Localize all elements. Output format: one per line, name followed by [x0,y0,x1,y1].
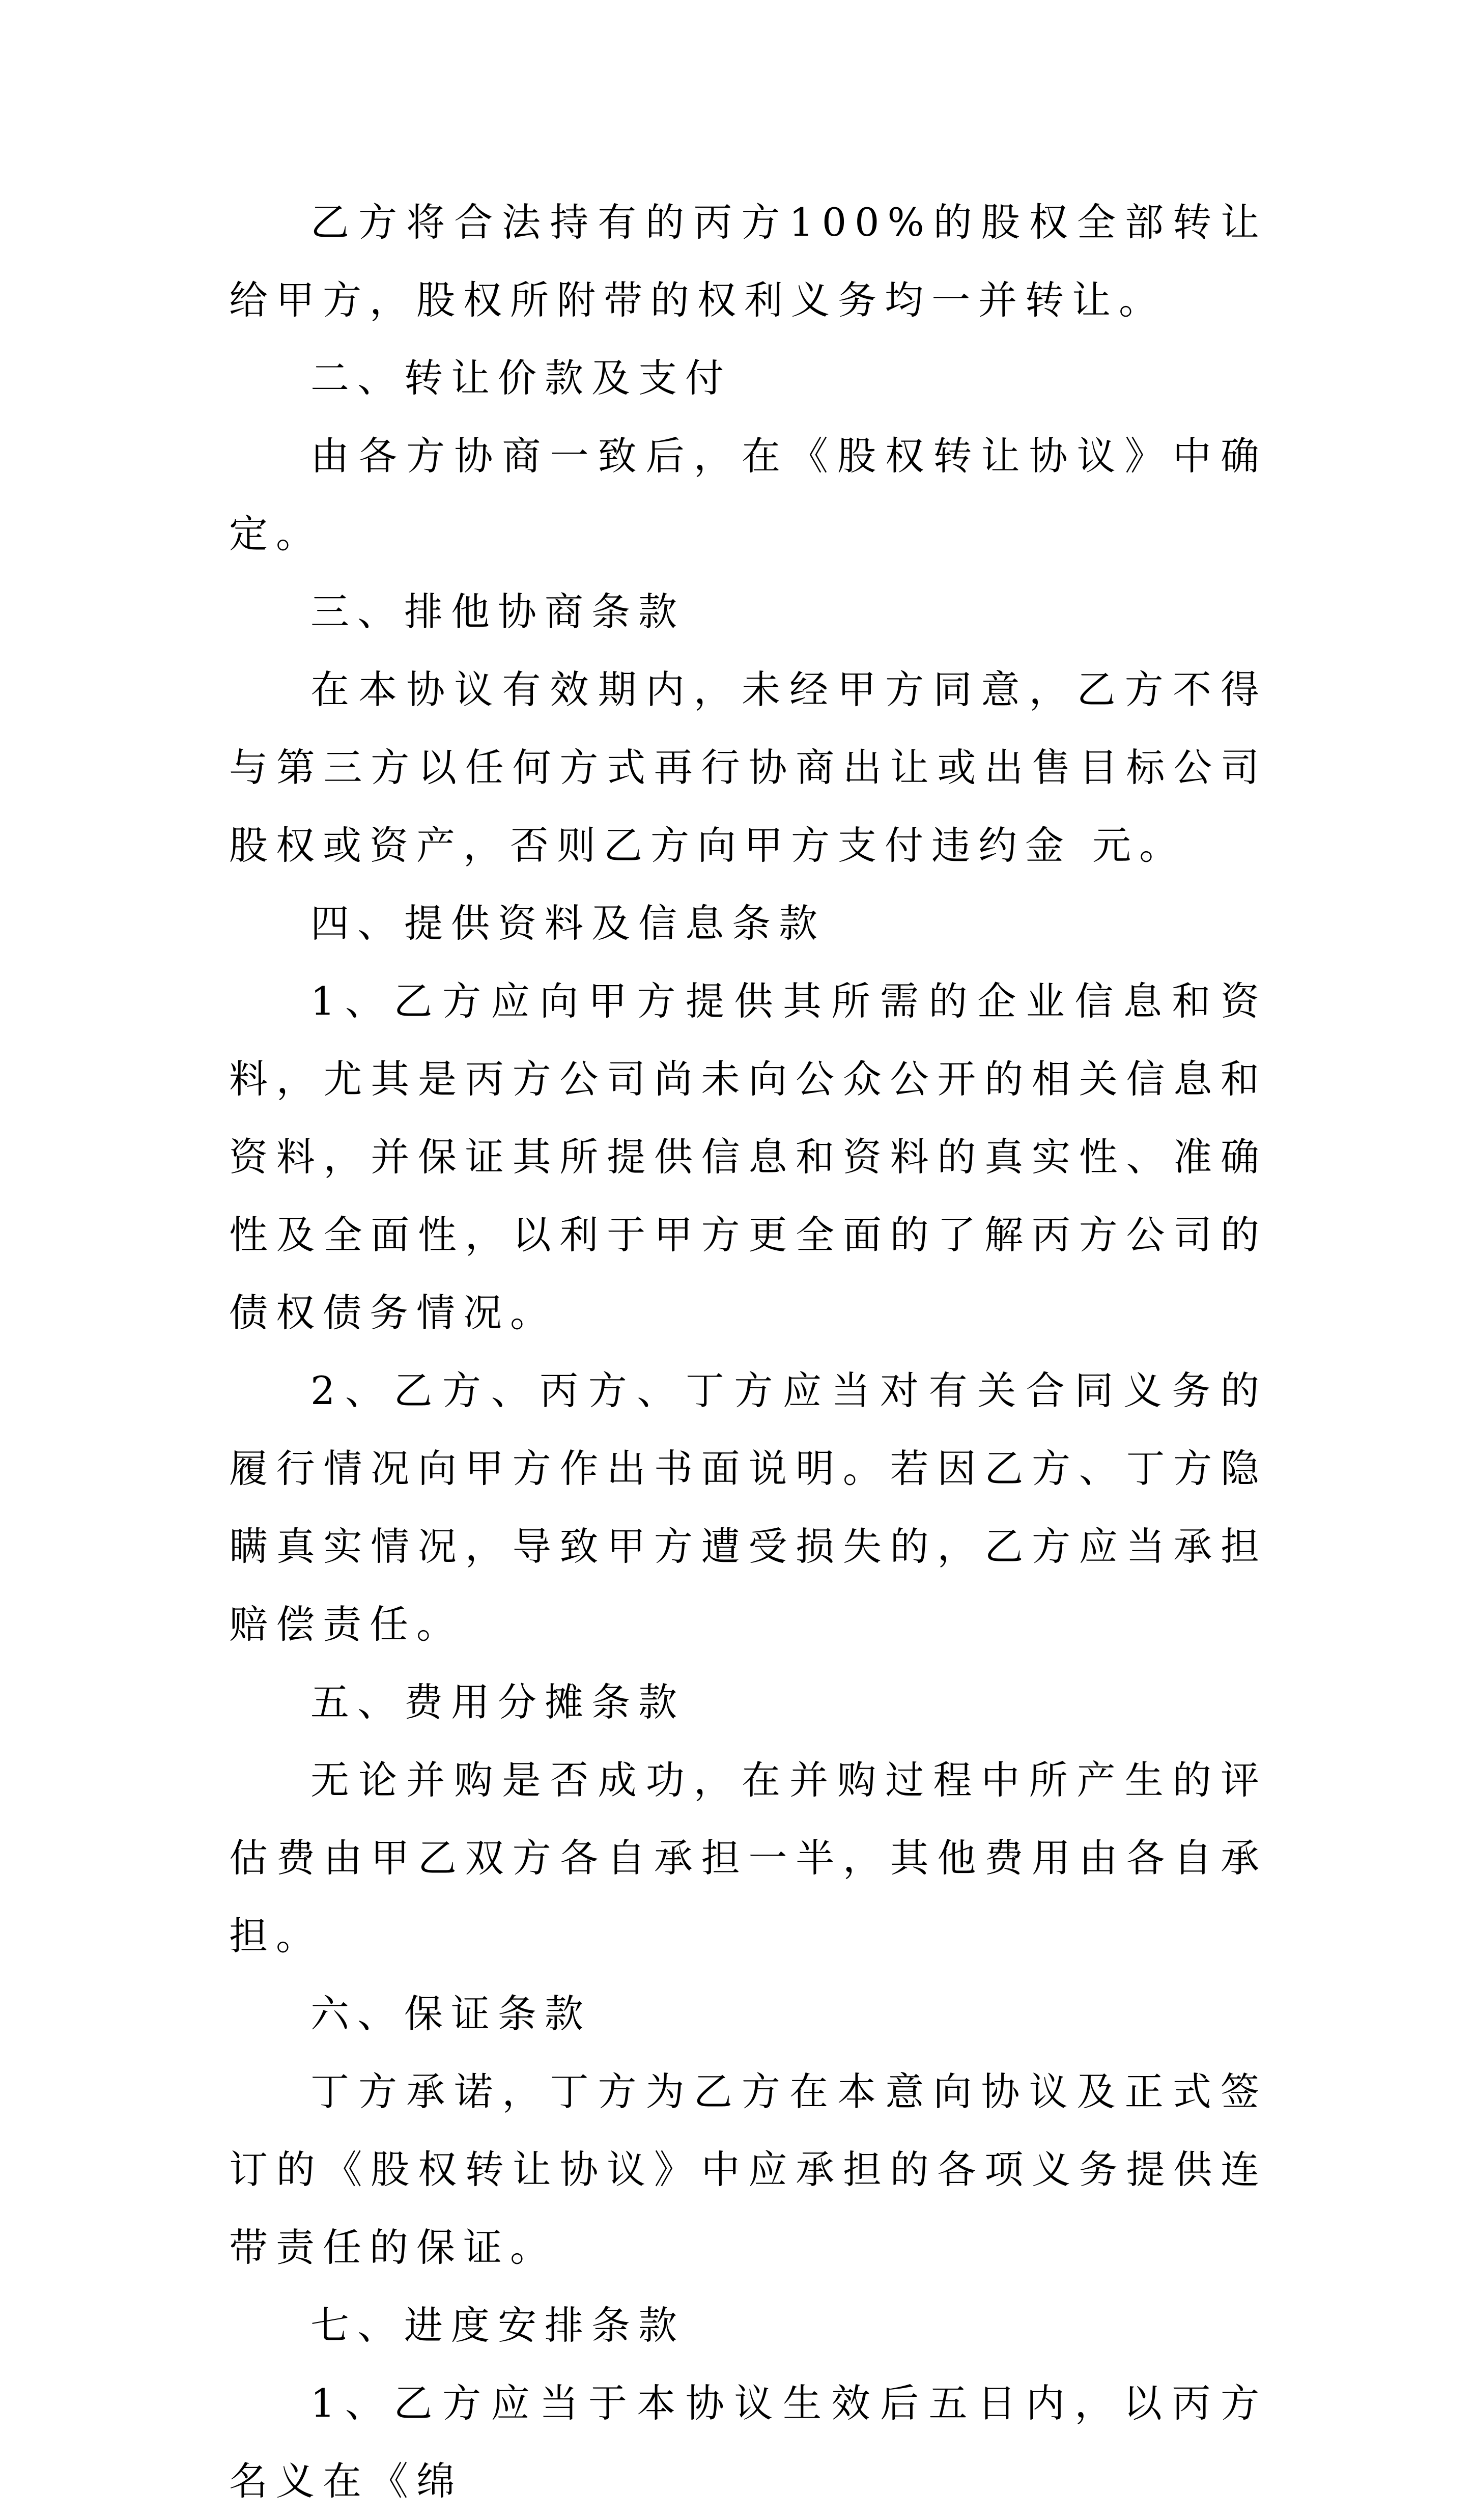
heading-information-disclosure: 四、提供资料及信息条款 [310,901,826,946]
paragraph-schedule-1: 1、乙方应当于本协议生效后五日内，以丙方名义在《绵 [229,2381,1267,2504]
heading-schedule: 七、进度安排条款 [310,2303,685,2348]
paragraph-price-determination: 由各方协商一致后，在《股权转让协议》中确定。 [229,433,1267,556]
heading-exclusivity: 三、排他协商条款 [310,589,685,634]
document-body [229,183,1267,2520]
paragraph-exclusivity: 在本协议有效期内，未经甲方同意，乙方不得与第三方以任何方式再行协商出让或出售目标公司股权或资产，否则乙方向甲方支付违约金 元。 [229,667,1267,868]
paragraph-guarantee: 丁方承诺，丁方为乙方在本意向协议及正式签订的《股权转让协议》中应承担的各项义务提供连带责任的保证。 [229,2069,1267,2270]
heading-cost-sharing: 五、费用分摊条款 [310,1679,685,1725]
paragraph-cost-sharing: 无论并购是否成功，在并购过程中所产生的评估费由甲乙双方各自承担一半，其他费用由各自承担。 [229,1757,1267,1958]
paragraph-transfer-scope: 乙方将合法持有的丙方100%的股权全部转让给甲方，股权所附带的权利义务均一并转让。 [229,200,1267,323]
heading-guarantee: 六、保证条款 [310,1991,591,2036]
paragraph-information-1: 1、乙方应向甲方提供其所需的企业信息和资料，尤其是丙方公司尚未向公众公开的相关信息和资料，并保证其所提供信息和资料的真实性、准确性及全面性，以利于甲方更全面的了解丙方公司的债权债务情况。 [229,978,1267,1335]
heading-price-and-payment: 二、转让价款及支付 [310,355,732,401]
paragraph-information-2: 2、乙方、丙方、丁方应当对有关合同义务的履行情况向甲方作出书面说明。若因乙方、丁方隐瞒真实情况，导致甲方遭受损失的，乙方应当承担赔偿责任。 [229,1368,1267,1647]
